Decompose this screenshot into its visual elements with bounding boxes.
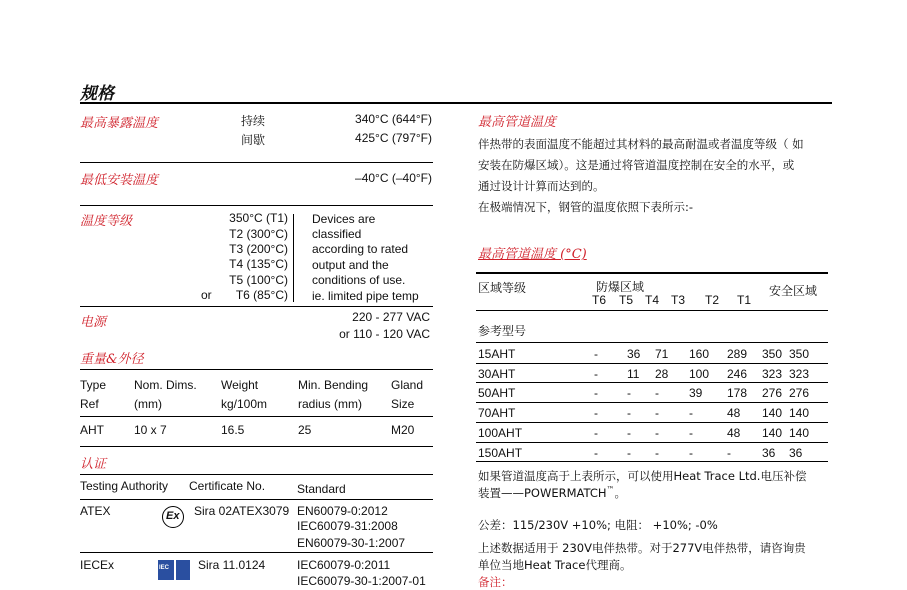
t-col: T3: [671, 293, 686, 307]
atex-name: ATEX: [80, 504, 111, 518]
table-cell: 178: [727, 386, 748, 401]
divider: [80, 499, 433, 500]
table-cell: 39: [689, 386, 703, 401]
table-cell: 10 x 7: [134, 423, 167, 437]
cert-col-header: Standard: [297, 482, 346, 496]
power-line2: or 110 - 120 VAC: [339, 327, 430, 341]
temp-note: conditions of use.: [312, 273, 406, 287]
table-cell: 246: [727, 366, 748, 381]
intermittent-value: 425°C (797°F): [355, 131, 432, 145]
table-cell: -: [689, 425, 693, 440]
divider: [80, 446, 433, 447]
min-install-value: –40°C (–40°F): [355, 171, 432, 185]
table-cell: -: [655, 445, 659, 460]
row-name: 50AHT: [478, 386, 516, 401]
table-cell: 140: [762, 425, 783, 440]
table-cell: 36: [762, 445, 776, 460]
safe-label: 安全区域: [769, 284, 818, 298]
max-pipe-label: 最高管道温度: [478, 115, 557, 130]
table-cell: -: [727, 445, 731, 460]
table-cell: 36: [789, 445, 803, 460]
table-cell: 140: [789, 425, 810, 440]
table-cell: 323: [762, 366, 783, 381]
continuous-value: 340°C (644°F): [355, 112, 432, 126]
col-header: Size: [391, 397, 415, 411]
table-row: [476, 403, 828, 422]
table-cell: -: [594, 406, 598, 421]
col-header: Min. Bending: [298, 378, 369, 392]
t-col: T6: [592, 293, 607, 307]
table-row: [476, 423, 828, 442]
row-name: 70AHT: [478, 406, 516, 421]
zone-label: 区域等级: [478, 281, 527, 295]
table-cell: -: [594, 347, 598, 361]
min-install-label: 最低安装温度: [80, 173, 159, 188]
temp-class-line: T6 (85°C): [235, 288, 288, 302]
atex-cert: Sira 02ATEX3079: [194, 504, 290, 518]
table-cell: 25: [298, 423, 312, 437]
table-cell: -: [594, 386, 598, 401]
applies-line: 单位当地Heat Trace代理商。: [478, 558, 632, 572]
ref-label: 参考型号: [478, 324, 527, 338]
power-line1: 220 - 277 VAC: [352, 310, 430, 324]
note-line: 如果管道温度高于上表所示，可以使用Heat Trace Ltd.电压补偿: [478, 469, 807, 483]
weight-label: 重量&外径: [80, 352, 144, 367]
remarks-label: 备注：: [478, 575, 513, 589]
para-line: 安装在防爆区域）。这是通过将管道温度控制在安全的水平，或: [478, 158, 795, 172]
ex-mark-icon: Ex: [162, 506, 184, 528]
row-name: 30AHT: [478, 366, 516, 381]
table-cell: 140: [762, 406, 783, 421]
table-cell: -: [594, 366, 598, 381]
bracket-line: [293, 214, 294, 302]
t-col: T1: [737, 293, 752, 307]
temp-note: ie. limited pipe temp: [312, 289, 419, 303]
divider: [476, 310, 828, 311]
col-header: kg/100m: [221, 397, 268, 411]
temp-class-line: 350°C (T1): [229, 211, 288, 225]
table-cell: 323: [789, 366, 810, 381]
temp-class-label: 温度等级: [80, 214, 133, 229]
table-row: [476, 364, 828, 383]
cert-label: 认证: [80, 457, 107, 472]
table-cell: 48: [727, 406, 741, 421]
note-line: 装置——POWERMATCH™。: [478, 485, 627, 500]
table-top-rule: [476, 272, 828, 274]
atex-std: EN60079-30-1:2007: [297, 536, 406, 550]
divider: [80, 205, 433, 206]
intermittent-label: 间歇: [241, 133, 266, 147]
divider: [80, 552, 433, 553]
divider: [476, 342, 828, 343]
max-exposure-label: 最高暴露温度: [80, 116, 159, 131]
table-cell: -: [655, 386, 659, 401]
iec-logo-icon: IEC: [158, 560, 174, 580]
table-cell: 289: [727, 347, 748, 361]
applies-line: 上述数据适用于 230V电伴热带。对于277V电伴热带，请咨询贵: [478, 541, 806, 555]
para-line: 伴热带的表面温度不能超过其材料的最高耐温或者温度等级（ 如: [478, 137, 804, 151]
col-header: Ref: [80, 397, 99, 411]
table-cell: 276: [789, 386, 810, 401]
table-cell: 71: [655, 347, 669, 361]
col-header: Nom. Dims.: [134, 378, 197, 392]
table-cell: -: [627, 386, 631, 401]
row-divider: [476, 461, 828, 462]
tolerance: 公差：115/230V +10%; 电阻： +10%; -0%: [478, 518, 718, 532]
table-cell: -: [655, 406, 659, 421]
cert-col-header: Testing Authority: [80, 479, 169, 493]
cert-col-header: Certificate No.: [189, 479, 266, 493]
table-cell: -: [689, 406, 693, 421]
temp-class-line: T4 (135°C): [229, 257, 288, 271]
table-cell: -: [655, 425, 659, 440]
iecex-std: IEC60079-30-1:2007-01: [297, 574, 426, 588]
col-header: (mm): [134, 397, 162, 411]
atex-std: EN60079-0:2012: [297, 504, 388, 518]
table-cell: 350: [789, 347, 810, 361]
iecex-std: IEC60079-0:2011: [297, 558, 391, 572]
table-cell: -: [627, 425, 631, 440]
continuous-label: 持续: [241, 114, 266, 128]
t-col: T4: [645, 293, 660, 307]
hazardous-label: 防爆区域: [596, 280, 645, 294]
table-row: [476, 344, 828, 363]
table-cell: 276: [762, 386, 783, 401]
table-row: [476, 383, 828, 402]
t-col: T2: [705, 293, 720, 307]
or-label: or: [201, 288, 212, 302]
temp-class-line: T5 (100°C): [229, 273, 288, 287]
page-title: 规格: [80, 84, 114, 104]
temp-note: output and the: [312, 258, 389, 272]
table-cell: -: [627, 445, 631, 460]
table-cell: -: [594, 445, 598, 460]
col-header: radius (mm): [298, 397, 363, 411]
table-cell: 48: [727, 425, 741, 440]
title-rule: [80, 102, 832, 104]
powermatch-brand: POWERMATCH: [524, 486, 607, 500]
table-cell: -: [627, 406, 631, 421]
row-name: 15AHT: [478, 347, 516, 361]
iecex-logo-icon: [176, 560, 190, 580]
table-label: 最高管道温度 (°C): [478, 247, 587, 262]
temp-class-line: T2 (300°C): [229, 227, 288, 241]
table-cell: 100: [689, 366, 710, 381]
iecex-cert: Sira 11.0124: [198, 558, 266, 572]
table-row: [476, 443, 828, 462]
table-cell: 160: [689, 347, 710, 361]
row-name: 150AHT: [478, 445, 523, 460]
para-line: 通过设计计算而达到的。: [478, 179, 605, 193]
table-cell: 11: [627, 366, 640, 381]
col-header: Gland: [391, 378, 424, 392]
atex-std: IEC60079-31:2008: [297, 519, 398, 533]
power-label: 电源: [80, 315, 107, 330]
temp-class-line: T3 (200°C): [229, 242, 288, 256]
divider: [80, 416, 433, 417]
temp-note: classified: [312, 227, 362, 241]
col-header: Type: [80, 378, 107, 392]
table-cell: 28: [655, 366, 669, 381]
table-cell: AHT: [80, 423, 104, 437]
row-name: 100AHT: [478, 425, 523, 440]
divider: [80, 369, 433, 370]
table-cell: M20: [391, 423, 415, 437]
divider: [80, 306, 433, 307]
table-cell: -: [594, 425, 598, 440]
table-cell: 16.5: [221, 423, 245, 437]
table-cell: 350: [762, 347, 783, 361]
table-cell: 140: [789, 406, 810, 421]
iecex-name: IECEx: [80, 558, 115, 572]
divider: [80, 162, 433, 163]
col-header: Weight: [221, 378, 259, 392]
t-col: T5: [619, 293, 634, 307]
para-line: 在极端情况下，钢管的温度依照下表所示:-: [478, 200, 694, 214]
table-cell: -: [689, 445, 693, 460]
temp-note: according to rated: [312, 242, 409, 256]
table-cell: 36: [627, 347, 641, 361]
temp-note: Devices are: [312, 212, 376, 226]
divider: [80, 474, 433, 475]
